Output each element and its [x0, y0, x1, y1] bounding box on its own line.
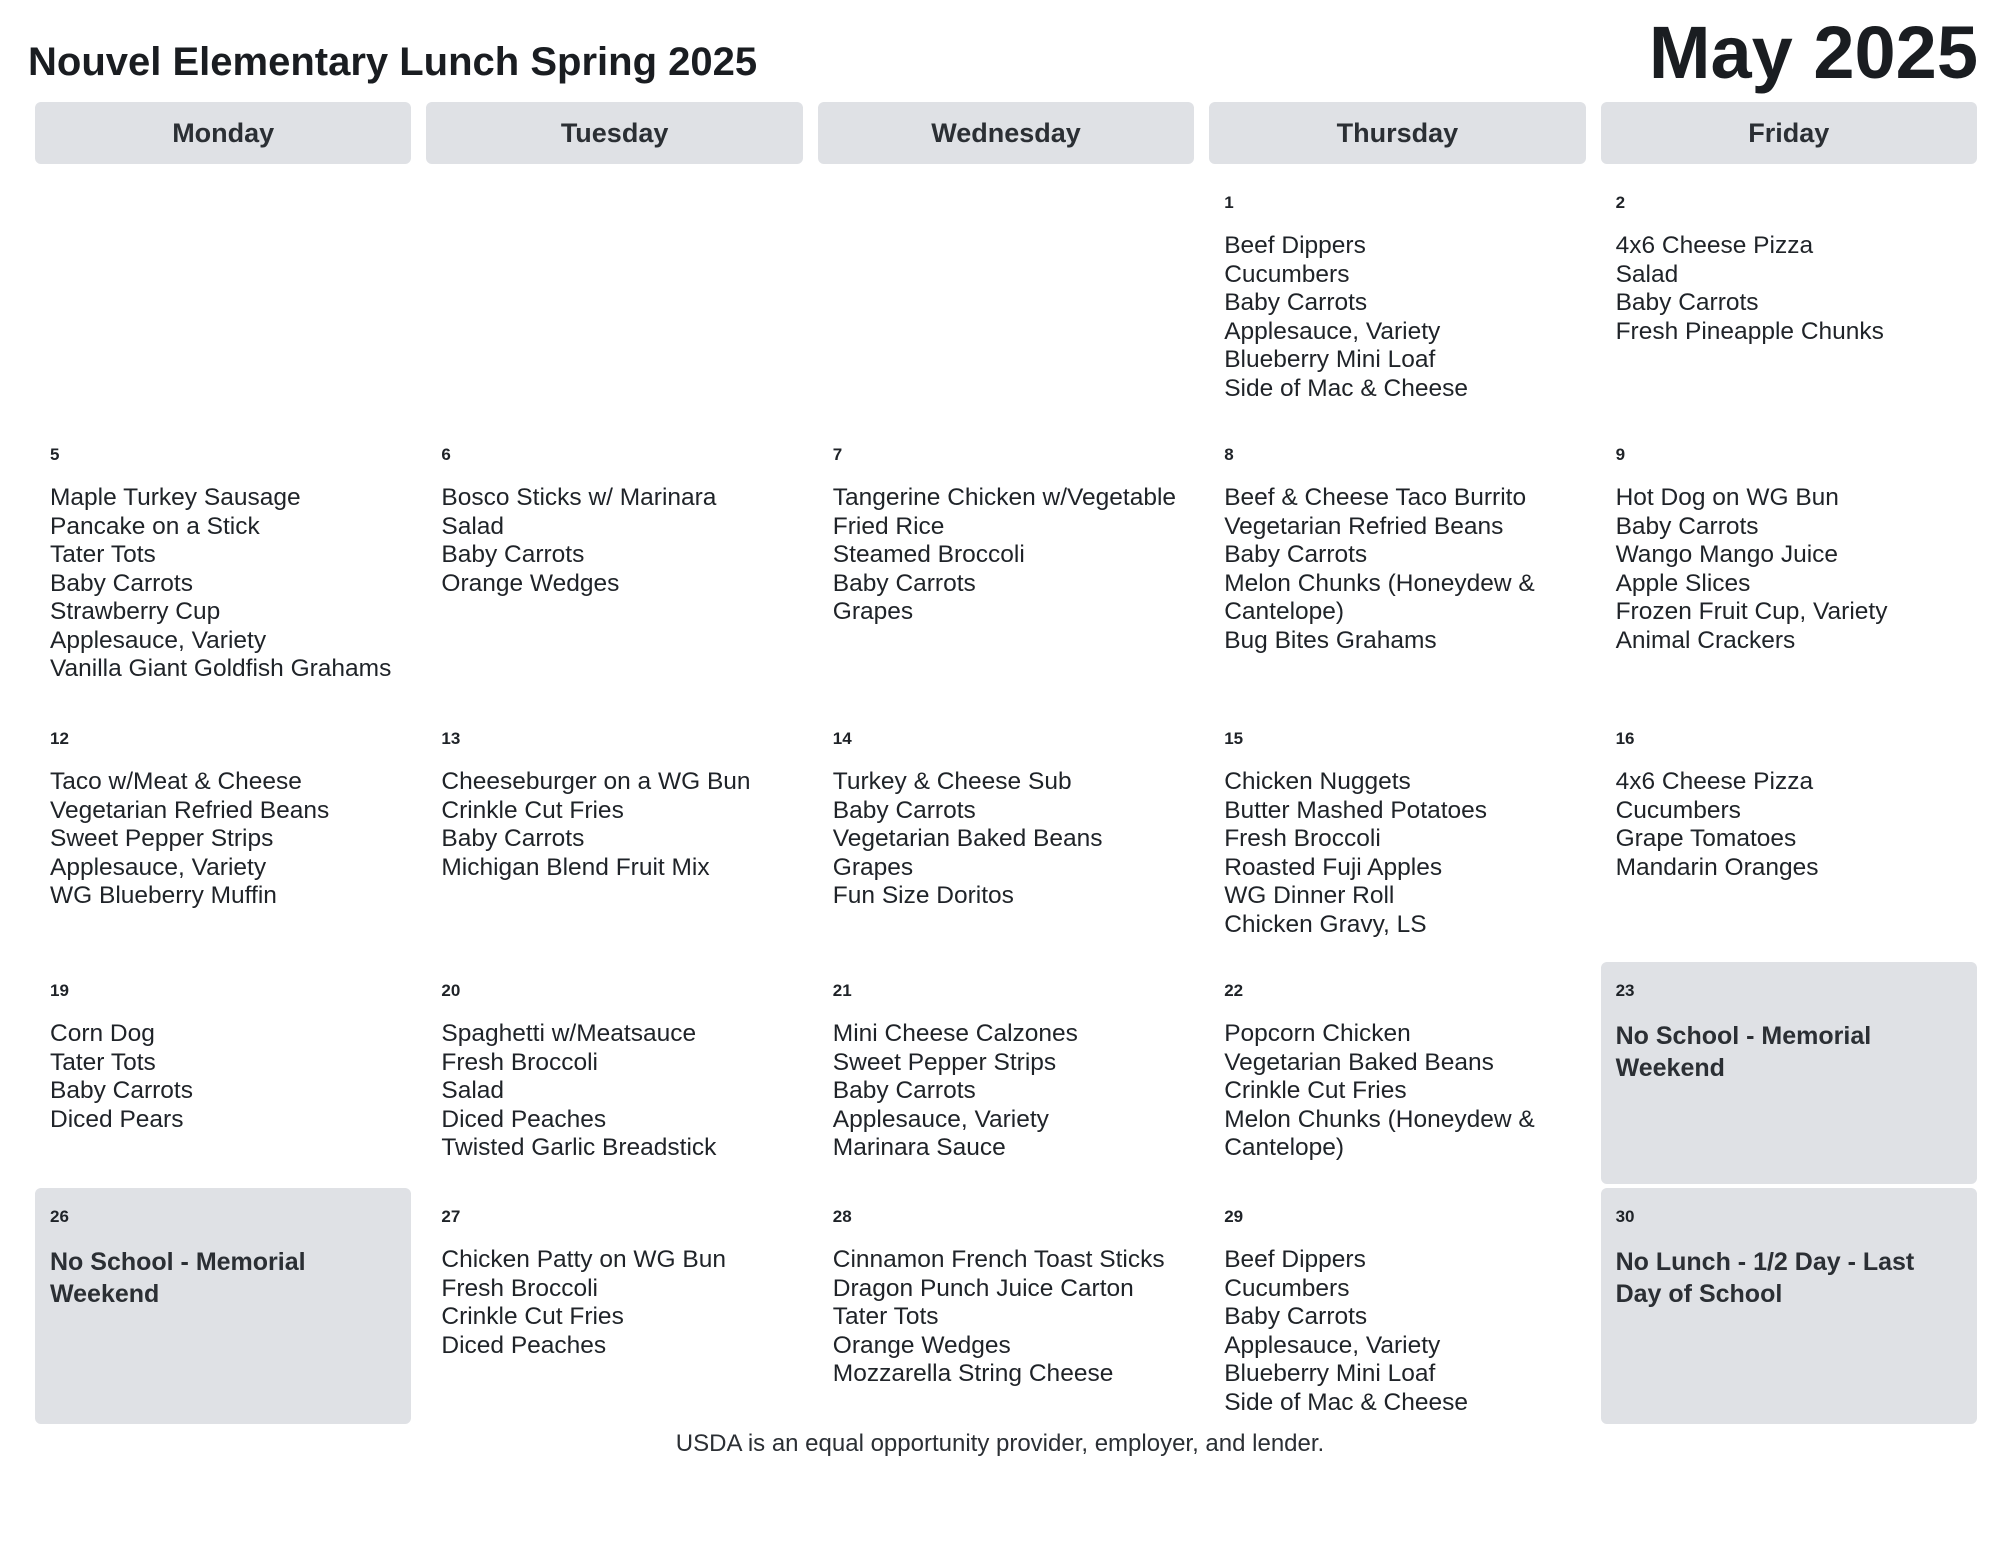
menu-item: Vegetarian Refried Beans [50, 796, 330, 824]
menu-item: Fried Rice [832, 512, 945, 540]
menu-item: Orange Wedges [441, 569, 620, 597]
menu-item: Side of Mac & Cheese [1224, 1388, 1468, 1416]
day-cell [35, 710, 411, 958]
menu-item: Baby Carrots [1224, 289, 1368, 316]
day-cell [818, 962, 1194, 1184]
menu-item: Grape Tomatoes [1615, 825, 1797, 852]
menu-item: Vegetarian Baked Beans [832, 825, 1103, 852]
day-number: 27 [441, 1207, 461, 1226]
menu-item: Frozen Fruit Cup, Variety [1615, 598, 1888, 625]
menu-item: Michigan Blend Fruit Mix [441, 853, 710, 881]
menu-item: Baby Carrots [50, 1077, 193, 1104]
menu-list [1224, 484, 1570, 655]
day-cell [1209, 174, 1585, 422]
day-number: 29 [1224, 1207, 1244, 1226]
weekday-header-thursday: Thursday [1209, 102, 1585, 164]
menu-item: Diced Peaches [441, 1331, 607, 1359]
menu-list [441, 768, 787, 882]
menu-item: 4x6 Cheese Pizza [1615, 232, 1814, 259]
day-number: 5 [50, 445, 60, 464]
day-number: 28 [832, 1207, 852, 1226]
day-cell [1601, 710, 1977, 958]
menu-item: WG Dinner Roll [1224, 882, 1395, 909]
day-cell [35, 1188, 411, 1424]
menu-item: Butter Mashed Potatoes [1224, 796, 1488, 824]
menu-item: Strawberry Cup [50, 598, 221, 625]
day-number: 19 [50, 981, 69, 1000]
menu-item: Hot Dog on WG Bun [1615, 484, 1839, 511]
day-cell [1209, 1188, 1585, 1424]
empty-day-cell [35, 174, 411, 422]
menu-item: Animal Crackers [1615, 626, 1796, 654]
menu-item: Diced Peaches [441, 1105, 607, 1133]
menu-item: Baby Carrots [441, 541, 585, 568]
menu-item: Marinara Sauce [832, 1134, 1006, 1161]
menu-list [833, 1020, 1179, 1163]
menu-item: Applesauce, Variety [50, 626, 267, 654]
day-cell [426, 710, 802, 958]
menu-list [1224, 1246, 1570, 1417]
day-number: 16 [1615, 729, 1635, 748]
menu-list [833, 484, 1179, 627]
day-number: 8 [1224, 445, 1234, 464]
menu-list [50, 484, 396, 684]
menu-item: Baby Carrots [1615, 512, 1759, 540]
day-cell [1209, 426, 1585, 706]
menu-item: Baby Carrots [832, 1077, 976, 1104]
month-label: May 2025 [1648, 11, 1978, 94]
empty-day-cell [818, 174, 1194, 422]
footer-disclaimer: USDA is an equal opportunity provider, employer, and lender. [675, 1430, 1325, 1457]
day-cell [35, 962, 411, 1184]
day-cell [1601, 174, 1977, 422]
menu-item: Corn Dog [50, 1020, 155, 1047]
menu-item: Vanilla Giant Goldfish Grahams [50, 655, 392, 682]
day-number: 30 [1615, 1207, 1635, 1226]
menu-item: Baby Carrots [50, 569, 193, 597]
day-cell [1209, 962, 1585, 1184]
menu-item: Cucumbers [1224, 1274, 1350, 1302]
menu-item: Mozzarella String Cheese [832, 1360, 1114, 1387]
menu-item: Wango Mango Juice [1615, 541, 1839, 568]
menu-item: Vegetarian Baked Beans [1224, 1048, 1494, 1076]
menu-item: Pancake on a Stick [50, 512, 260, 540]
menu-item: Crinkle Cut Fries [441, 1303, 624, 1330]
day-note: No Lunch - 1/2 Day - Last Day of School [1615, 1248, 1915, 1308]
menu-item: WG Blueberry Muffin [50, 882, 277, 909]
weekday-header-tuesday: Tuesday [426, 102, 802, 164]
menu-list [1224, 768, 1570, 939]
menu-item: Cantelope) [1224, 598, 1345, 625]
menu-item: Twisted Garlic Breadstick [441, 1134, 717, 1161]
menu-item: Baby Carrots [1615, 289, 1759, 316]
menu-item: Apple Slices [1615, 569, 1751, 597]
menu-item: Steamed Broccoli [832, 541, 1025, 568]
menu-item: Salad [441, 1077, 505, 1104]
menu-item: Cinnamon French Toast Sticks [832, 1246, 1165, 1273]
menu-list [833, 768, 1179, 911]
menu-item: Baby Carrots [441, 825, 585, 852]
weekday-header-monday: Monday [35, 102, 411, 164]
day-cell [1601, 426, 1977, 706]
menu-item: Turkey & Cheese Sub [832, 768, 1072, 795]
menu-item: Applesauce, Variety [832, 1105, 1049, 1133]
menu-item: Grapes [832, 598, 914, 625]
empty-day-cell [426, 174, 802, 422]
day-cell [426, 426, 802, 706]
menu-list [441, 1020, 787, 1163]
menu-list [50, 768, 396, 911]
day-note: No School - Memorial Weekend [1615, 1022, 1872, 1082]
menu-item: Baby Carrots [832, 796, 976, 824]
menu-item: Fresh Broccoli [441, 1048, 598, 1076]
day-number: 1 [1224, 193, 1234, 212]
menu-item: Applesauce, Variety [1224, 317, 1441, 345]
menu-item: Maple Turkey Sausage [50, 484, 301, 511]
menu-item: Diced Pears [50, 1105, 184, 1133]
day-number: 20 [441, 981, 461, 1000]
day-note: No School - Memorial Weekend [50, 1248, 306, 1308]
menu-item: Applesauce, Variety [50, 853, 267, 881]
menu-item: Beef Dippers [1224, 232, 1366, 259]
menu-list [1616, 768, 1962, 882]
menu-item: Melon Chunks (Honeydew & [1224, 1105, 1535, 1133]
day-number: 7 [832, 445, 843, 464]
day-number: 2 [1615, 193, 1626, 212]
menu-item: Applesauce, Variety [1224, 1331, 1441, 1359]
menu-item: Cucumbers [1224, 260, 1350, 288]
menu-item: Fresh Pineapple Chunks [1615, 317, 1884, 345]
menu-item: Baby Carrots [832, 569, 976, 597]
menu-item: Tater Tots [50, 1048, 156, 1076]
day-cell [426, 962, 802, 1184]
calendar-grid [35, 174, 1977, 1418]
day-cell [1601, 962, 1977, 1184]
menu-item: Cucumbers [1615, 796, 1741, 824]
menu-item: Baby Carrots [1224, 1303, 1368, 1330]
menu-item: Chicken Patty on WG Bun [441, 1246, 726, 1273]
day-cell [35, 426, 411, 706]
page-title: Nouvel Elementary Lunch Spring 2025 [28, 40, 758, 84]
menu-list [1224, 1020, 1570, 1163]
day-cell [818, 710, 1194, 958]
menu-item: Cantelope) [1224, 1134, 1345, 1161]
day-number: 13 [441, 729, 461, 748]
menu-item: Cheeseburger on a WG Bun [441, 768, 751, 795]
day-number: 14 [832, 729, 852, 748]
menu-item: Popcorn Chicken [1224, 1020, 1411, 1047]
menu-item: Grapes [832, 853, 914, 881]
menu-item: Tater Tots [50, 541, 156, 568]
menu-item: Chicken Nuggets [1224, 768, 1411, 795]
day-number: 22 [1224, 981, 1244, 1000]
menu-item: Chicken Gravy, LS [1224, 910, 1427, 938]
menu-list [441, 484, 787, 598]
weekday-header-row [35, 102, 1977, 164]
menu-item: Vegetarian Refried Beans [1224, 512, 1504, 540]
menu-list [1616, 232, 1962, 346]
menu-item: Fresh Broccoli [1224, 825, 1381, 852]
day-number: 6 [441, 445, 451, 464]
menu-item: Melon Chunks (Honeydew & [1224, 569, 1535, 597]
menu-item: Crinkle Cut Fries [1224, 1077, 1407, 1104]
day-cell [1209, 710, 1585, 958]
menu-item: Bosco Sticks w/ Marinara [441, 484, 717, 511]
menu-item: Tater Tots [832, 1303, 939, 1330]
menu-item: Sweet Pepper Strips [50, 825, 274, 852]
menu-item: Orange Wedges [832, 1331, 1011, 1359]
menu-list [441, 1246, 787, 1360]
day-number: 23 [1615, 981, 1635, 1000]
day-number: 26 [50, 1207, 69, 1226]
day-number: 21 [832, 981, 852, 1000]
menu-item: Fresh Broccoli [441, 1274, 598, 1302]
day-cell [426, 1188, 802, 1424]
menu-item: Taco w/Meat & Cheese [50, 768, 302, 795]
day-cell [818, 426, 1194, 706]
menu-item: Baby Carrots [1224, 541, 1368, 568]
menu-list [1224, 232, 1570, 403]
weekday-header-wednesday: Wednesday [818, 102, 1194, 164]
menu-item: Blueberry Mini Loaf [1224, 1360, 1436, 1387]
menu-item: Blueberry Mini Loaf [1224, 346, 1436, 373]
weekday-header-friday: Friday [1601, 102, 1977, 164]
menu-item: Side of Mac & Cheese [1224, 374, 1468, 402]
menu-item: Tangerine Chicken w/Vegetable [832, 484, 1177, 511]
day-cell [818, 1188, 1194, 1424]
menu-item: Beef & Cheese Taco Burrito [1224, 484, 1527, 511]
menu-item: Mandarin Oranges [1615, 853, 1819, 881]
menu-item: Salad [1615, 260, 1679, 288]
menu-item: Beef Dippers [1224, 1246, 1366, 1273]
menu-item: Salad [441, 512, 505, 540]
menu-item: 4x6 Cheese Pizza [1615, 768, 1814, 795]
menu-list [833, 1246, 1179, 1389]
menu-item: Spaghetti w/Meatsauce [441, 1020, 697, 1047]
menu-item: Sweet Pepper Strips [832, 1048, 1057, 1076]
menu-list [1616, 484, 1962, 655]
menu-item: Dragon Punch Juice Carton [832, 1274, 1134, 1302]
day-number: 12 [50, 729, 69, 748]
menu-item: Bug Bites Grahams [1224, 626, 1437, 654]
menu-item: Roasted Fuji Apples [1224, 853, 1443, 881]
day-number: 15 [1224, 729, 1244, 748]
menu-item: Crinkle Cut Fries [441, 796, 624, 824]
menu-item: Mini Cheese Calzones [832, 1020, 1078, 1047]
menu-list [50, 1020, 396, 1134]
day-cell [1601, 1188, 1977, 1424]
menu-item: Fun Size Doritos [832, 882, 1014, 909]
day-number: 9 [1615, 445, 1626, 464]
